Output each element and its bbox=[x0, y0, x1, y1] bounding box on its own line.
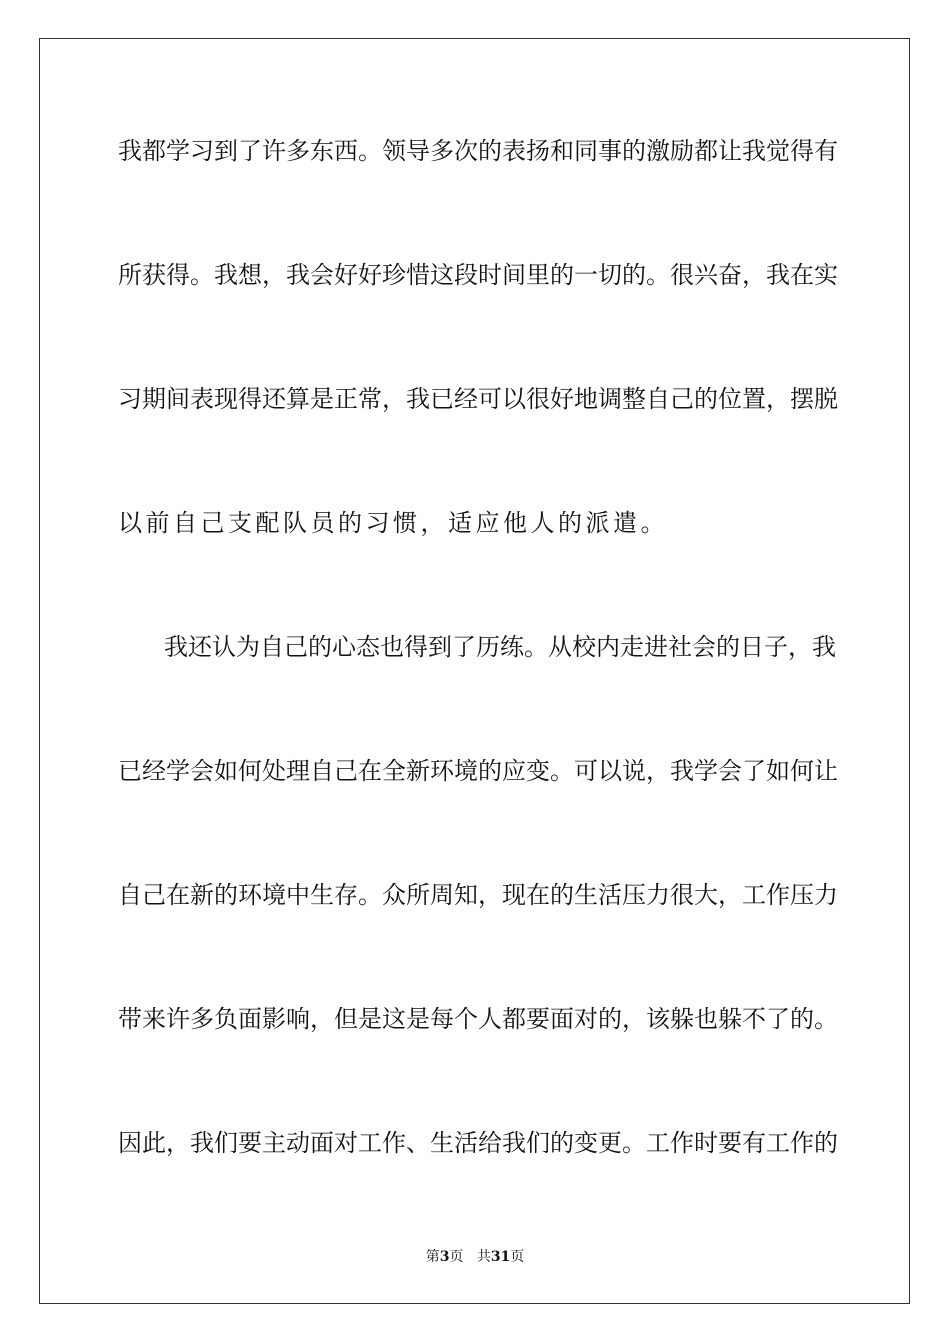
page-footer bbox=[0, 1247, 950, 1267]
text-line: 自己在新的环境中生存。众所周知，现在的生活压力很大，工作压力 bbox=[118, 881, 838, 909]
total-pages: 31 bbox=[490, 1249, 511, 1265]
text-line: 以前自己支配队员的习惯，适应他人的派遣。 bbox=[118, 509, 668, 537]
text-line: 我都学习到了许多东西。领导多次的表扬和同事的激励都让我觉得有 bbox=[118, 137, 838, 165]
text-line: 因此，我们要主动面对工作、生活给我们的变更。工作时要有工作的 bbox=[118, 1129, 838, 1157]
page-suffix: 页 bbox=[449, 1249, 464, 1265]
total-suffix: 页 bbox=[510, 1249, 525, 1265]
paragraph-first-line: 我还认为自己的心态也得到了历练。从校内走进社会的日子，我 bbox=[164, 633, 836, 661]
text-line: 已经学会如何处理自己在全新环境的应变。可以说，我学会了如何让 bbox=[118, 757, 838, 785]
page-prefix: 第 bbox=[425, 1249, 440, 1265]
page-border bbox=[39, 38, 910, 1304]
text-line: 所获得。我想，我会好好珍惜这段时间里的一切的。很兴奋，我在实 bbox=[118, 261, 838, 289]
text-line: 带来许多负面影响，但是这是每个人都要面对的，该躲也躲不了的。 bbox=[118, 1005, 838, 1033]
text-line: 习期间表现得还算是正常，我已经可以很好地调整自己的位置，摆脱 bbox=[118, 385, 838, 413]
total-prefix: 共 bbox=[476, 1249, 491, 1265]
page-number: 3 bbox=[439, 1249, 450, 1265]
